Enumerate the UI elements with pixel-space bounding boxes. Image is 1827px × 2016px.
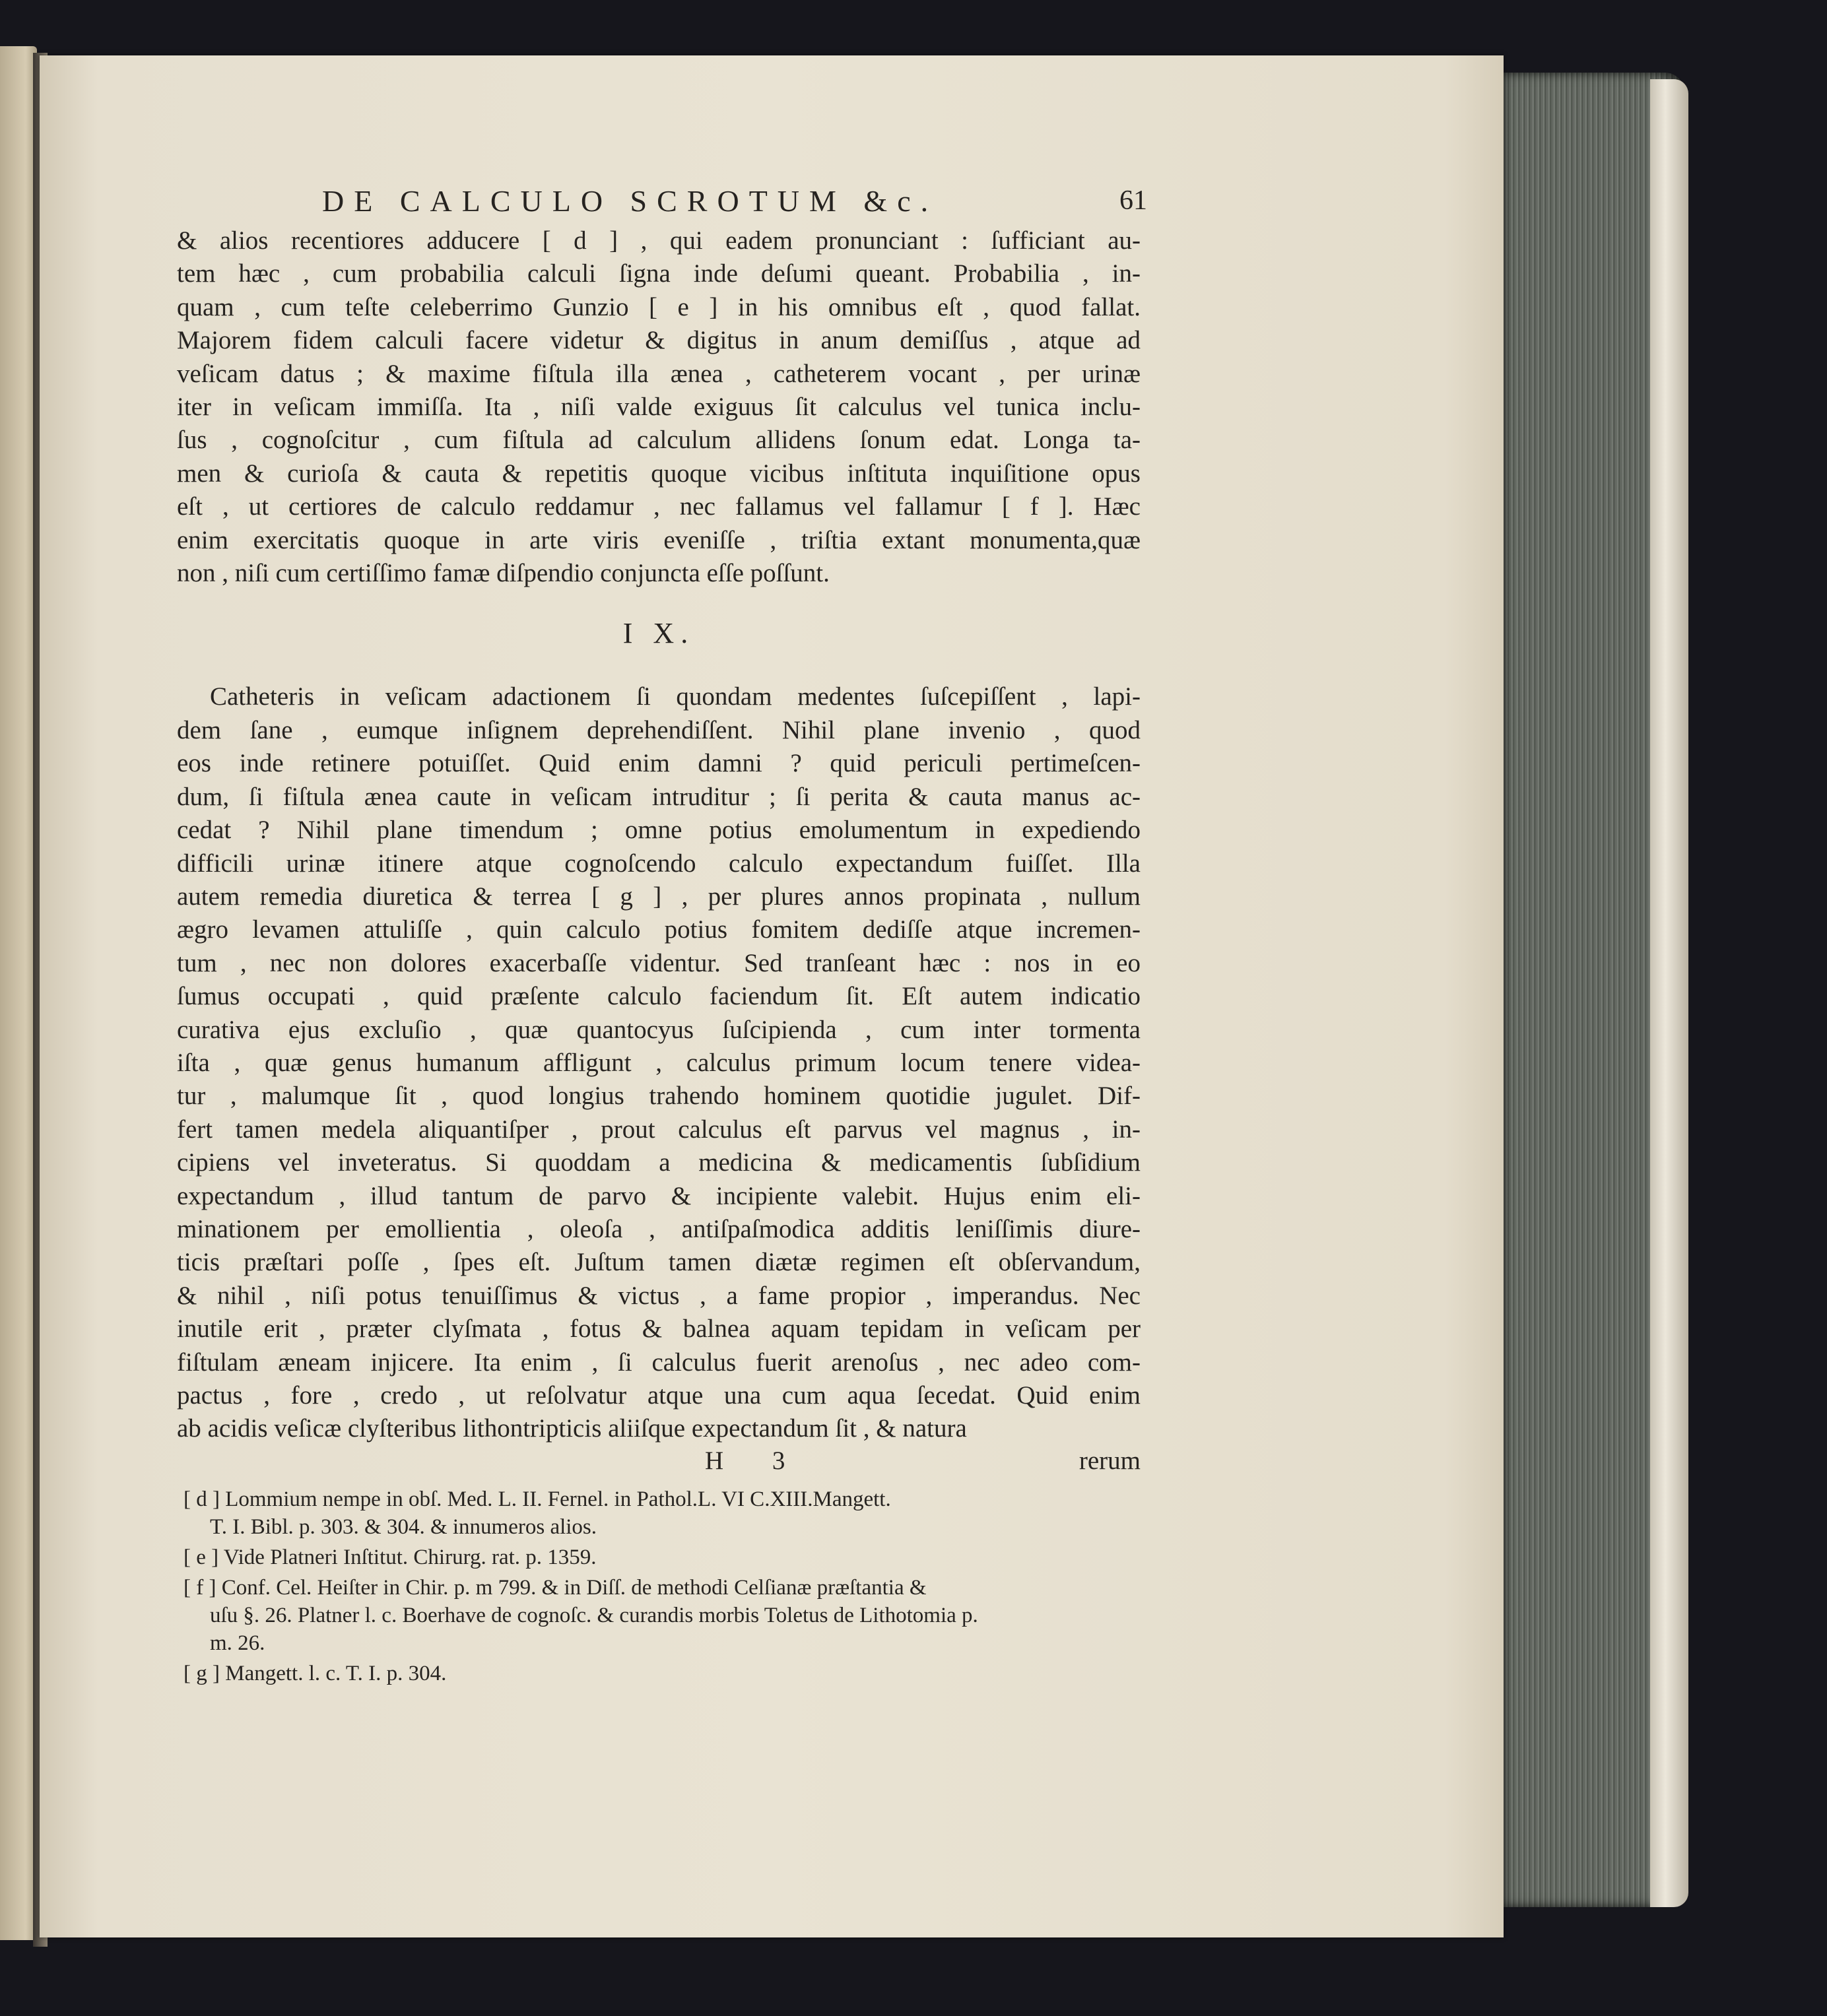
text-line: ſus , cognoſcitur , cum fiſtula ad calculum allidens ſonum edat. Longa ta- <box>177 426 1141 455</box>
footnote-line: [ d ] Lommium nempe in obſ. Med. L. II. Fernel. in Pathol.L. VI C.XIII.Mangett. <box>183 1487 891 1511</box>
text-line: iſta , quæ genus humanum affligunt , calculus primum locum tenere videa- <box>177 1048 1141 1077</box>
text-line: eos inde retinere potuiſſet. Quid enim damni ? quid periculi pertimeſcen- <box>177 749 1141 778</box>
running-head <box>177 178 1147 224</box>
facing-page-edge <box>0 46 37 1940</box>
text-line: inutile erit , præter clyſmata , fotus & balnea aquam tepidam in veſicam per <box>177 1315 1141 1344</box>
text-line: difficili urinæ itinere atque cognoſcendo calculo expectandum fuiſſet. Illa <box>177 849 1141 878</box>
running-head-title: DE CALCULO SCROTUM &c. <box>322 184 939 218</box>
text-line: ab acidis veſicæ clyſteribus lithontripticis aliiſque expectandum ſit , & natura <box>177 1414 967 1443</box>
text-line: autem remedia diuretica & terrea [ g ] , per plures annos propinata , nullum <box>177 882 1141 911</box>
text-line: men & curioſa & cauta & repetitis quoque vicibus inſtituta inquiſitione opus <box>177 459 1141 488</box>
book-cover-edge <box>1650 79 1688 1907</box>
footnote <box>183 1660 1141 1687</box>
paragraph-1 <box>177 224 1141 590</box>
text-line: Majorem fidem calculi facere videtur & digitus in anum demiſſus , atque ad <box>177 326 1141 355</box>
text-line: tem hæc , cum probabilia calculi ſigna inde deſumi queant. Probabilia , in- <box>177 259 1141 288</box>
text-line: dum, ſi fiſtula ænea caute in veſicam intruditur ; ſi perita & cauta manus ac- <box>177 782 1141 811</box>
footnotes <box>177 1485 1141 1687</box>
footnote <box>183 1544 1141 1571</box>
footnote-line: uſu §. 26. Platner l. c. Boerhave de cognoſc. & curandis morbis Toletus de Lithotomia p. <box>210 1603 978 1627</box>
text-line: ægro levamen attuliſſe , quin calculo potius fomitem dediſſe atque incremen- <box>177 915 1141 944</box>
text-line: fiſtulam æneam injicere. Ita enim , ſi calculus fuerit arenoſus , nec adeo com- <box>177 1348 1141 1377</box>
text-line: enim exercitatis quoque in arte viris eveniſſe , triſtia extant monumenta,quæ <box>177 525 1141 554</box>
text-line: veſicam datus ; & maxime fiſtula illa ænea , catheterem vocant , per urinæ <box>177 359 1141 388</box>
footnote-line: T. I. Bibl. p. 303. & 304. & innumeros alios. <box>210 1514 597 1539</box>
text-line: Catheteris in veſicam adactionem ſi quondam medentes ſuſcepiſſent , lapi- <box>210 682 1141 711</box>
text-line: pactus , fore , credo , ut reſolvatur atque una cum aqua ſecedat. Quid enim <box>177 1381 1141 1410</box>
paragraph-2 <box>177 680 1141 1445</box>
footnote <box>183 1485 1141 1541</box>
footnote-line: [ g ] Mangett. l. c. T. I. p. 304. <box>183 1661 447 1685</box>
text-line: expectandum , illud tantum de parvo & incipiente valebit. Hujus enim eli- <box>177 1181 1141 1210</box>
text-line: & nihil , niſi potus tenuiſſimus & victus , a fame propior , imperandus. Nec <box>177 1281 1141 1310</box>
text-line: cedat ? Nihil plane timendum ; omne potius emolumentum in expediendo <box>177 816 1141 845</box>
text-line: dem ſane , eumque inſignem deprehendiſſent. Nihil plane invenio , quod <box>177 715 1141 744</box>
text-line: non , niſi cum certiſſimo famæ diſpendio conjuncta eſſe poſſunt. <box>177 559 830 588</box>
text-line: tur , malumque ſit , quod longius trahendo hominem quotidie jugulet. Dif- <box>177 1082 1141 1111</box>
text-line: fert tamen medela aliquantiſper , prout calculus eſt parvus vel magnus , in- <box>177 1115 1141 1144</box>
section-number: I X. <box>622 617 695 650</box>
footnote <box>183 1574 1141 1657</box>
text-line: & alios recentiores adducere [ d ] , qui eadem pronunciant : ſufficiant au- <box>177 226 1141 255</box>
text-line: eſt , ut certiores de calculo reddamur , nec fallamus vel fallamur [ f ]. Hæc <box>177 492 1141 521</box>
text-line: minationem per emollientia , oleoſa , antiſpaſmodica additis leniſſimis diure- <box>177 1214 1141 1243</box>
page-text <box>177 178 1147 1690</box>
text-line: iter in veſicam immiſſa. Ita , niſi valde exiguus ſit calculus vel tunica inclu- <box>177 393 1141 422</box>
footnote-line: m. 26. <box>210 1631 265 1655</box>
catchword: rerum <box>1079 1446 1141 1475</box>
footnote-line: [ f ] Conf. Cel. Heiſter in Chir. p. m 799. & in Diſſ. de methodi Celſianæ præſtantia & <box>183 1575 927 1600</box>
footnote-line: [ e ] Vide Platneri Inſtitut. Chirurg. rat. p. 1359. <box>183 1545 597 1569</box>
page-number: 61 <box>1119 185 1147 216</box>
text-line: ticis præſtari poſſe , ſpes eſt. Juſtum tamen diætæ regimen eſt obſervandum, <box>177 1248 1141 1277</box>
text-line: curativa ejus excluſio , quæ quantocyus ſuſcipienda , cum inter tormenta <box>177 1015 1141 1044</box>
signature-line <box>177 1446 1141 1480</box>
text-line: tum , nec non dolores exacerbaſſe videntur. Sed tranſeant hæc : nos in eo <box>177 948 1141 977</box>
text-line: cipiens vel inveteratus. Si quoddam a medicina & medicamentis ſubſidium <box>177 1148 1141 1177</box>
text-line: quam , cum teſte celeberrimo Gunzio [ e ] in his omnibus eſt , quod fallat. <box>177 292 1141 321</box>
signature-mark: H 3 <box>705 1446 807 1475</box>
text-line: ſumus occupati , quid præſente calculo faciendum ſit. Eſt autem indicatio <box>177 982 1141 1011</box>
